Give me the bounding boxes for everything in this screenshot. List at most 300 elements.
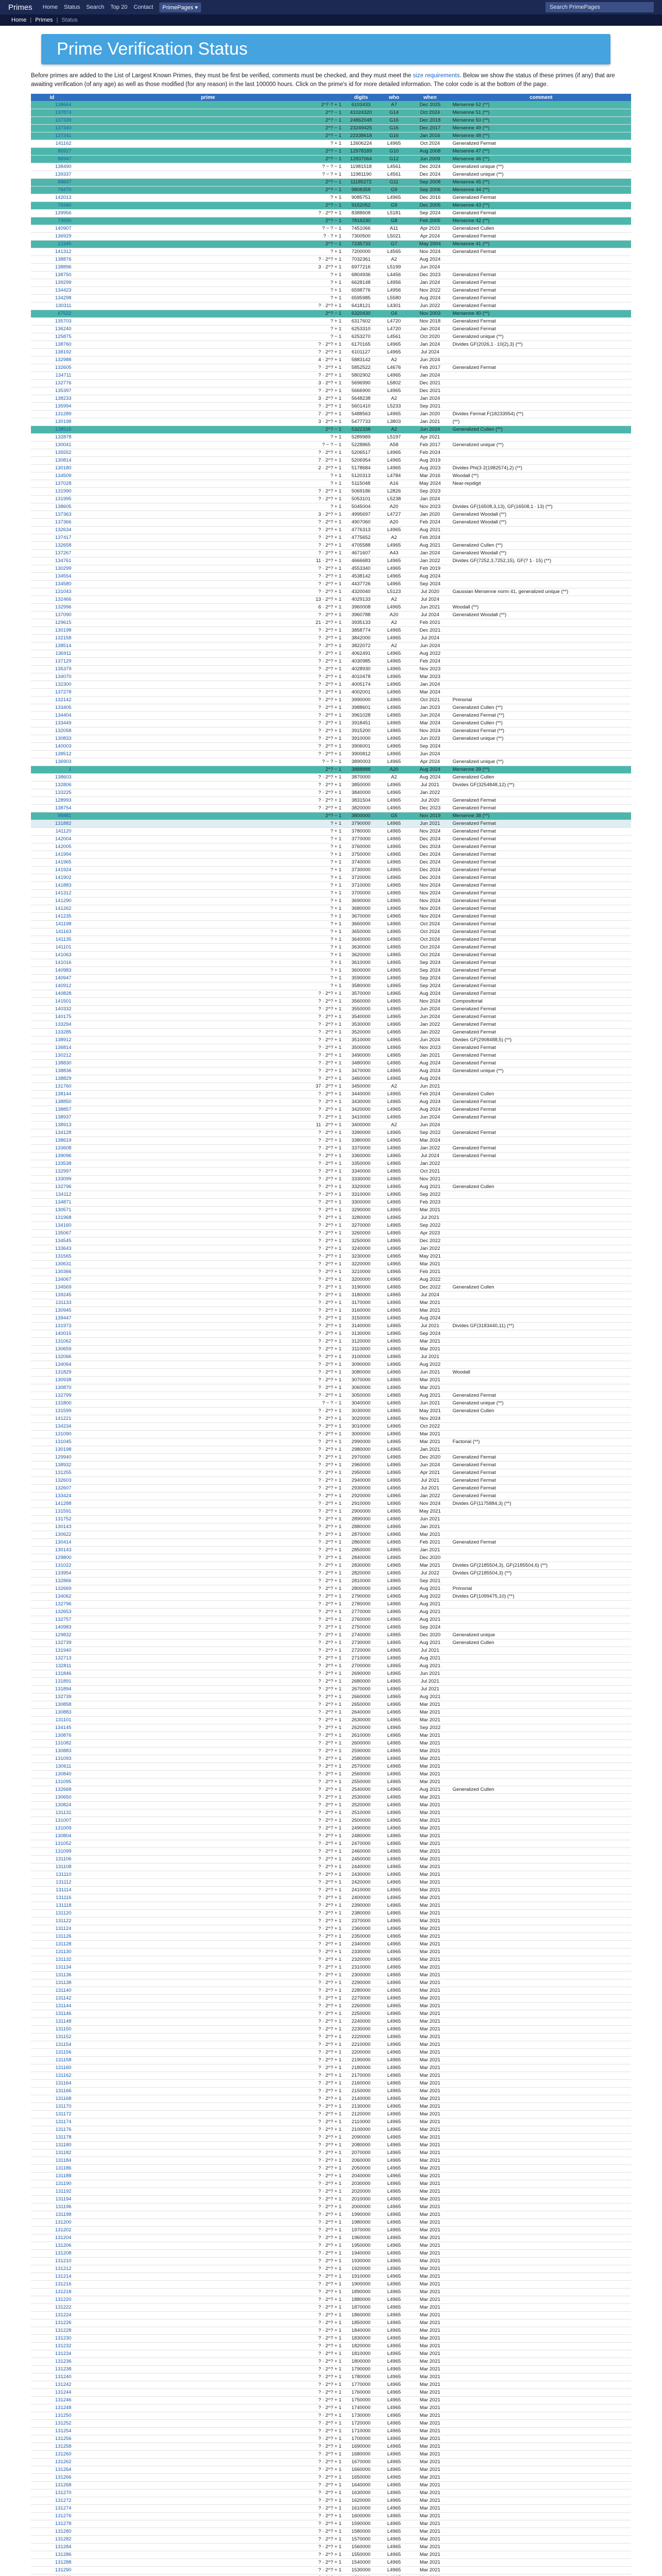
prime-id-link[interactable]: 134070 [31,673,73,681]
prime-id-link[interactable]: 131760 [31,1082,73,1090]
prime-id-link[interactable]: 131204 [31,2234,73,2242]
prime-id-link[interactable]: 134509 [31,472,73,480]
prime-id-link[interactable]: 132603 [31,1477,73,1484]
prime-id-link[interactable]: 130650 [31,1793,73,1801]
prime-id-link[interactable]: 138512 [31,750,73,758]
prime-id-link[interactable]: 131206 [31,2242,73,2249]
prime-id-link[interactable]: 137267 [31,549,73,557]
who-code-link[interactable]: L4965 [379,1677,409,1685]
who-code-link[interactable]: L4965 [379,2566,409,2574]
who-code-link[interactable]: L4965 [379,1307,409,1314]
who-code-link[interactable]: L4965 [379,673,409,681]
prime-id-link[interactable]: 131968 [31,1214,73,1222]
prime-id-link[interactable]: 130883 [31,1708,73,1716]
who-code-link[interactable]: L4965 [379,1330,409,1337]
prime-id-link[interactable]: 131188 [31,2172,73,2180]
who-code-link[interactable]: L4965 [379,2504,409,2512]
who-code-link[interactable]: L4965 [379,1608,409,1616]
prime-id-link[interactable]: 130311 [31,302,73,310]
prime-id-link[interactable]: 134298 [31,294,73,302]
who-code-link[interactable]: L4965 [379,2265,409,2273]
prime-id-link[interactable]: 138619 [31,1137,73,1144]
prime-id-link[interactable]: 135397 [31,387,73,395]
who-code-link[interactable]: L4965 [379,1701,409,1708]
prime-id-link[interactable]: 130198 [31,418,73,426]
who-code-link[interactable]: L4965 [379,2242,409,2249]
who-code-link[interactable]: A20 [379,518,409,526]
prime-id-link[interactable]: 133285 [31,1028,73,1036]
prime-id-link[interactable]: 131270 [31,2489,73,2497]
who-code-link[interactable]: L4965 [379,2079,409,2087]
who-code-link[interactable]: L4965 [379,2157,409,2164]
who-code-link[interactable]: L5021 [379,232,409,240]
who-code-link[interactable]: L4965 [379,2520,409,2528]
prime-id-link[interactable]: 131262 [31,2458,73,2466]
prime-id-link[interactable]: 131136 [31,1971,73,1979]
who-code-link[interactable]: L4965 [379,1515,409,1523]
breadcrumb-primes[interactable]: Primes [35,17,53,23]
header-comment[interactable]: comment [451,94,631,101]
prime-id-link[interactable]: 131228 [31,2327,73,2334]
prime-id-link[interactable]: 132757 [31,1616,73,1623]
who-code-link[interactable]: L4965 [379,1013,409,1021]
prime-id-link[interactable]: 131194 [31,2195,73,2203]
who-code-link[interactable]: L4965 [379,1206,409,1214]
who-code-link[interactable]: L4965 [379,2412,409,2419]
who-code-link[interactable]: L4965 [379,1871,409,1878]
prime-id-link[interactable]: 141221 [31,1415,73,1422]
who-code-link[interactable]: L4965 [379,2180,409,2188]
prime-id-link[interactable]: 128993 [31,796,73,804]
who-code-link[interactable]: L4965 [379,1492,409,1500]
who-code-link[interactable]: A20 [379,611,409,619]
prime-id-link[interactable]: 132776 [31,379,73,387]
prime-id-link[interactable]: 131130 [31,1948,73,1956]
who-code-link[interactable]: L4965 [379,1144,409,1152]
prime-id-link[interactable]: 131234 [31,2350,73,2358]
prime-id-link[interactable]: 130143 [31,1523,73,1531]
who-code-link[interactable]: L4965 [379,1438,409,1446]
prime-id-link[interactable]: 131007 [31,1817,73,1824]
prime-id-link[interactable]: 131202 [31,2226,73,2234]
prime-id-link[interactable]: 131112 [31,1878,73,1886]
who-code-link[interactable]: L4965 [379,1670,409,1677]
who-code-link[interactable]: L4965 [379,1052,409,1059]
who-code-link[interactable]: L4676 [379,364,409,371]
prime-id-link[interactable]: 131170 [31,2103,73,2110]
who-code-link[interactable]: L4965 [379,858,409,866]
prime-id-link[interactable]: 131133 [31,1299,73,1307]
prime-id-link[interactable]: 140332 [31,1005,73,1013]
who-code-link[interactable]: A11 [379,225,409,232]
prime-id-link[interactable]: 130622 [31,1531,73,1538]
who-code-link[interactable]: L4965 [379,2211,409,2218]
prime-id-link[interactable]: 130858 [31,1701,73,1708]
who-code-link[interactable]: L2826 [379,487,409,495]
who-code-link[interactable]: L4965 [379,1801,409,1809]
who-code-link[interactable]: G16 [379,116,409,124]
who-code-link[interactable]: L4965 [379,2002,409,2010]
prime-id-link[interactable]: 138233 [31,395,73,402]
prime-id-link[interactable]: 131045 [31,1438,73,1446]
prime-id-link[interactable]: 131142 [31,1994,73,2002]
prime-id-link[interactable]: 131174 [31,2118,73,2126]
prime-id-link[interactable]: 132996 [31,603,73,611]
header-id[interactable]: id [31,94,73,101]
prime-id-link[interactable]: 141016 [31,959,73,967]
who-code-link[interactable]: L4965 [379,1554,409,1562]
prime-id-link[interactable]: 131043 [31,588,73,596]
who-code-link[interactable]: G8 [379,217,409,225]
prime-id-link[interactable]: 141288 [31,1500,73,1507]
who-code-link[interactable]: L4965 [379,1809,409,1817]
prime-id-link[interactable]: 131082 [31,1739,73,1747]
prime-id-link[interactable]: 137129 [31,657,73,665]
prime-id-link[interactable]: 131599 [31,1407,73,1415]
prime-id-link[interactable]: 131144 [31,2002,73,2010]
who-code-link[interactable]: L4965 [379,2087,409,2095]
prime-id-link[interactable]: 138857 [31,1106,73,1113]
prime-id-link[interactable]: 133538 [31,1160,73,1167]
who-code-link[interactable]: A2 [379,619,409,626]
prime-id-link[interactable]: 129832 [31,1631,73,1639]
who-code-link[interactable]: L4965 [379,1778,409,1786]
prime-id-link[interactable]: 131158 [31,2056,73,2064]
prime-id-link[interactable]: 131214 [31,2273,73,2280]
search-input[interactable] [545,2,654,12]
prime-id-link[interactable]: 137341 [31,132,73,140]
prime-id-link[interactable]: 131190 [31,2180,73,2188]
prime-id-link[interactable]: 138836 [31,1067,73,1075]
who-code-link[interactable]: G6 [379,310,409,317]
prime-id-link[interactable]: 130143 [31,1546,73,1554]
who-code-link[interactable]: L4965 [379,1299,409,1307]
who-code-link[interactable]: G9 [379,186,409,194]
who-code-link[interactable]: L4965 [379,1484,409,1492]
prime-id-link[interactable]: 131250 [31,2412,73,2419]
who-code-link[interactable]: L4965 [379,1762,409,1770]
who-code-link[interactable]: L4965 [379,1175,409,1183]
prime-id-link[interactable]: 76340 [31,201,73,209]
who-code-link[interactable]: G5 [379,812,409,820]
who-code-link[interactable]: L4965 [379,2064,409,2072]
prime-id-link[interactable]: 132799 [31,1392,73,1399]
who-code-link[interactable]: L4965 [379,1747,409,1755]
who-code-link[interactable]: L4965 [379,2110,409,2118]
who-code-link[interactable]: L4965 [379,1137,409,1144]
who-code-link[interactable]: L4965 [379,1523,409,1531]
prime-id-link[interactable]: 132653 [31,1608,73,1616]
who-code-link[interactable]: L4965 [379,1793,409,1801]
prime-id-link[interactable]: 141902 [31,874,73,882]
who-code-link[interactable]: A2 [379,1121,409,1129]
who-code-link[interactable]: L4965 [379,1160,409,1167]
who-code-link[interactable]: L4561 [379,333,409,341]
prime-id-link[interactable]: 132811 [31,1662,73,1670]
who-code-link[interactable]: L4965 [379,634,409,642]
prime-id-link[interactable]: 130414 [31,1538,73,1546]
who-code-link[interactable]: L4965 [379,2466,409,2473]
prime-id-link[interactable]: 137417 [31,534,73,541]
prime-id-link[interactable]: 138913 [31,1121,73,1129]
prime-id-link[interactable]: 135379 [31,665,73,673]
who-code-link[interactable]: L4965 [379,727,409,735]
who-code-link[interactable]: L4965 [379,1337,409,1345]
who-code-link[interactable]: L4965 [379,1067,409,1075]
who-code-link[interactable]: L4965 [379,827,409,835]
header-prime[interactable]: prime [73,94,343,101]
who-code-link[interactable]: L5199 [379,263,409,271]
who-code-link[interactable]: L4965 [379,1314,409,1322]
prime-id-link[interactable]: 131110 [31,1871,73,1878]
prime-id-link[interactable]: 132997 [31,1167,73,1175]
prime-id-link[interactable]: 88847 [31,178,73,186]
prime-id-link[interactable]: 131260 [31,2450,73,2458]
nav-link-search[interactable]: Search [86,4,105,10]
who-code-link[interactable]: A20 [379,766,409,773]
who-code-link[interactable]: L5802 [379,379,409,387]
who-code-link[interactable]: L4965 [379,1693,409,1701]
prime-id-link[interactable]: 131131 [31,1809,73,1817]
who-code-link[interactable]: A2 [379,395,409,402]
who-code-link[interactable]: L4965 [379,1028,409,1036]
who-code-link[interactable]: L4965 [379,750,409,758]
prime-id-link[interactable]: 131210 [31,2257,73,2265]
who-code-link[interactable]: G9 [379,201,409,209]
who-code-link[interactable]: L4965 [379,1167,409,1175]
who-code-link[interactable]: A2 [379,534,409,541]
who-code-link[interactable]: L4965 [379,580,409,588]
prime-id-link[interactable]: 136814 [31,1044,73,1052]
prime-id-link[interactable]: 141290 [31,897,73,905]
prime-id-link[interactable]: 131894 [31,1685,73,1693]
who-code-link[interactable]: L4720 [379,325,409,333]
who-code-link[interactable]: L4965 [379,2358,409,2365]
who-code-link[interactable]: L4965 [379,997,409,1005]
who-code-link[interactable]: L4965 [379,557,409,565]
who-code-link[interactable]: L4965 [379,2273,409,2280]
who-code-link[interactable]: L4965 [379,1129,409,1137]
prime-id-link[interactable]: 140003 [31,742,73,750]
who-code-link[interactable]: L4965 [379,1283,409,1291]
prime-id-link[interactable]: 131990 [31,487,73,495]
prime-id-link[interactable]: 132669 [31,1585,73,1592]
prime-id-link[interactable]: 131095 [31,1778,73,1786]
who-code-link[interactable]: L4965 [379,1948,409,1956]
prime-id-link[interactable]: 131591 [31,1507,73,1515]
prime-id-link[interactable]: 132300 [31,681,73,688]
prime-id-link[interactable]: 73930 [31,217,73,225]
prime-id-link[interactable]: 131146 [31,2010,73,2018]
prime-id-link[interactable]: 133643 [31,1245,73,1252]
who-code-link[interactable]: L4965 [379,1732,409,1739]
prime-id-link[interactable]: 131101 [31,1716,73,1724]
prime-id-link[interactable]: 129800 [31,1554,73,1562]
prime-id-link[interactable]: 132605 [31,364,73,371]
prime-id-link[interactable]: 131222 [31,2303,73,2311]
who-code-link[interactable]: L4965 [379,1538,409,1546]
who-code-link[interactable]: L4965 [379,2327,409,2334]
who-code-link[interactable]: L4965 [379,1237,409,1245]
prime-id-link[interactable]: 131973 [31,1322,73,1330]
prime-id-link[interactable]: 131230 [31,2334,73,2342]
who-code-link[interactable]: L5197 [379,433,409,441]
who-code-link[interactable]: L4965 [379,990,409,997]
who-code-link[interactable]: L4965 [379,2133,409,2141]
who-code-link[interactable]: L4965 [379,1940,409,1948]
who-code-link[interactable]: L4965 [379,1817,409,1824]
who-code-link[interactable]: L4965 [379,1214,409,1222]
prime-id-link[interactable]: 130180 [31,464,73,472]
prime-id-link[interactable]: 134423 [31,286,73,294]
who-code-link[interactable]: L4965 [379,1152,409,1160]
prime-id-link[interactable]: 138876 [31,256,73,263]
prime-id-link[interactable]: 131290 [31,2566,73,2574]
prime-id-link[interactable]: 132739 [31,1639,73,1647]
who-code-link[interactable]: L4965 [379,905,409,912]
prime-id-link[interactable]: 131114 [31,1886,73,1894]
who-code-link[interactable]: L4965 [379,2473,409,2481]
who-code-link[interactable]: L4965 [379,889,409,897]
who-code-link[interactable]: L4965 [379,1268,409,1276]
prime-id-link[interactable]: 141501 [31,997,73,1005]
prime-id-link[interactable]: 131186 [31,2164,73,2172]
who-code-link[interactable]: L4965 [379,572,409,580]
who-code-link[interactable]: A2 [379,596,409,603]
prime-id-link[interactable]: 134711 [31,371,73,379]
who-code-link[interactable]: L4965 [379,2342,409,2350]
prime-id-link[interactable]: 140907 [31,225,73,232]
prime-id-link[interactable]: 132668 [31,1786,73,1793]
prime-id-link[interactable]: 131134 [31,1963,73,1971]
who-code-link[interactable]: G10 [379,147,409,155]
prime-id-link[interactable]: 132058 [31,727,73,735]
prime-id-link[interactable]: 131882 [31,820,73,827]
prime-id-link[interactable]: 138937 [31,1113,73,1121]
who-code-link[interactable]: L4965 [379,2419,409,2427]
prime-id-link[interactable]: 131198 [31,2211,73,2218]
prime-id-link[interactable]: 130814 [31,456,73,464]
who-code-link[interactable]: L4965 [379,1840,409,1848]
who-code-link[interactable]: L4965 [379,1106,409,1113]
prime-id-link[interactable]: 131118 [31,1902,73,1909]
prime-id-link[interactable]: 130631 [31,1260,73,1268]
who-code-link[interactable]: L4965 [379,2288,409,2296]
who-code-link[interactable]: L4965 [379,2551,409,2558]
who-code-link[interactable]: L4965 [379,1461,409,1469]
prime-id-link[interactable]: 131274 [31,2504,73,2512]
who-code-link[interactable]: L4965 [379,565,409,572]
prime-id-link[interactable]: 134067 [31,1276,73,1283]
who-code-link[interactable]: A2 [379,356,409,364]
prime-id-link[interactable]: 132713 [31,1654,73,1662]
prime-id-link[interactable]: 131256 [31,2435,73,2443]
prime-id-link[interactable]: 131052 [31,1840,73,1848]
prime-id-link[interactable]: 131122 [31,1917,73,1925]
prime-id-link[interactable]: 131224 [31,2311,73,2319]
prime-id-link[interactable] [31,2574,73,2576]
prime-id-link[interactable]: 130659 [31,1345,73,1353]
who-code-link[interactable]: L4965 [379,2543,409,2551]
who-code-link[interactable]: L4965 [379,1507,409,1515]
who-code-link[interactable]: L4965 [379,1345,409,1353]
prime-id-link[interactable]: 142013 [31,194,73,201]
who-code-link[interactable]: L4965 [379,704,409,711]
prime-id-link[interactable]: 130571 [31,1206,73,1214]
who-code-link[interactable]: L4965 [379,2350,409,2358]
prime-id-link[interactable]: 130212 [31,1052,73,1059]
prime-id-link[interactable]: 131124 [31,1925,73,1933]
prime-id-link[interactable]: 133449 [31,719,73,727]
who-code-link[interactable]: L4965 [379,2218,409,2226]
prime-id-link[interactable]: 141198 [31,920,73,928]
prime-id-link[interactable]: 131242 [31,2381,73,2388]
prime-id-link[interactable]: 131266 [31,2473,73,2481]
prime-id-link[interactable]: 130611 [31,1762,73,1770]
who-code-link[interactable]: L4965 [379,1600,409,1608]
who-code-link[interactable]: L4965 [379,526,409,534]
who-code-link[interactable]: L3803 [379,418,409,426]
prime-id-link[interactable]: 132866 [31,1577,73,1585]
who-code-link[interactable]: L4965 [379,1963,409,1971]
prime-id-link[interactable]: 131168 [31,2095,73,2103]
who-code-link[interactable]: L4965 [379,1855,409,1863]
prime-id-link[interactable]: 129940 [31,1453,73,1461]
prime-id-link[interactable]: 131106 [31,1855,73,1863]
who-code-link[interactable]: L4965 [379,1469,409,1477]
who-code-link[interactable]: L4965 [379,2558,409,2566]
prime-id-link[interactable]: 133294 [31,1021,73,1028]
who-code-link[interactable]: L4965 [379,2226,409,2234]
prime-id-link[interactable]: 67522 [31,310,73,317]
who-code-link[interactable]: G11 [379,178,409,186]
prime-id-link[interactable]: 131226 [31,2319,73,2327]
who-code-link[interactable]: L4965 [379,789,409,796]
who-code-link[interactable]: L4965 [379,1685,409,1693]
who-code-link[interactable]: L4965 [379,1021,409,1028]
prime-id-link[interactable]: 139447 [31,1314,73,1322]
who-code-link[interactable]: L4965 [379,2381,409,2388]
prime-id-link[interactable]: 131264 [31,2466,73,2473]
primepages-dropdown[interactable]: PrimePages ▾ [159,3,201,12]
prime-id-link[interactable]: 141262 [31,905,73,912]
prime-id-link[interactable]: 140015 [31,1330,73,1337]
who-code-link[interactable]: L4965 [379,1113,409,1121]
prime-id-link[interactable]: 137340 [31,124,73,132]
prime-id-link[interactable]: 130041 [31,441,73,449]
prime-id-link[interactable]: 131800 [31,1399,73,1407]
who-code-link[interactable]: L4956 [379,286,409,294]
prime-id-link[interactable]: 138754 [31,804,73,812]
who-code-link[interactable]: L4965 [379,2396,409,2404]
nav-link-contact[interactable]: Contact [134,4,154,10]
who-code-link[interactable]: L4965 [379,1824,409,1832]
who-code-link[interactable]: A2 [379,773,409,781]
who-code-link[interactable]: L4965 [379,1036,409,1044]
who-code-link[interactable]: L4965 [379,1546,409,1554]
prime-id-link[interactable]: 130876 [31,1732,73,1739]
prime-id-link[interactable]: 138750 [31,271,73,279]
prime-id-link[interactable]: 131252 [31,2419,73,2427]
prime-id-link[interactable]: 130833 [31,735,73,742]
breadcrumb-home[interactable]: Home [11,17,27,23]
who-code-link[interactable]: L4965 [379,804,409,812]
prime-id-link[interactable]: 140828 [31,990,73,997]
who-code-link[interactable]: L4965 [379,456,409,464]
who-code-link[interactable]: L4965 [379,928,409,936]
prime-id-link[interactable]: 141883 [31,882,73,889]
who-code-link[interactable]: L4965 [379,1005,409,1013]
